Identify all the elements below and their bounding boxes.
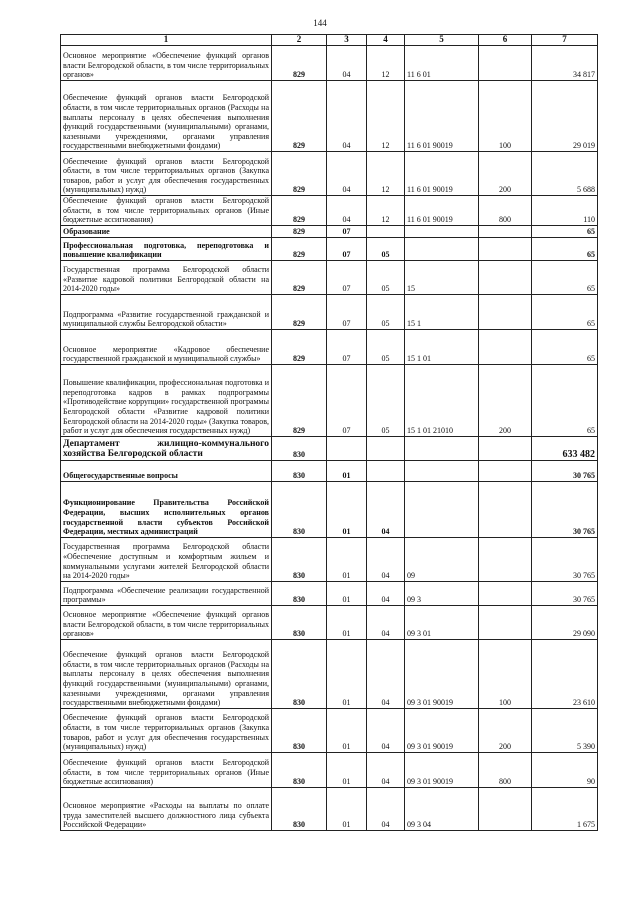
row-amount: 65	[532, 329, 598, 364]
table-row	[61, 752, 598, 787]
row-name: Основное мероприятие «Обеспечение функций органов власти Белгородской области, в том числе территориальных органов»	[61, 605, 272, 639]
row-name: Основное мероприятие «Кадровое обеспечение государственной гражданской и муниципальной службы»	[61, 329, 272, 364]
row-expense-type	[479, 237, 532, 260]
row-section: 01	[327, 460, 367, 481]
header-row	[61, 35, 598, 46]
row-subsection: 04	[367, 581, 405, 605]
row-name: Обеспечение функций органов власти Белгородской области, в том числе территориальных органов (Закупка товаров, работ и услуг для обеспечения государственных (муниципальных) нужд)	[61, 152, 272, 196]
row-section: 01	[327, 752, 367, 787]
row-name: Повышение квалификации, профессиональная подготовка и переподготовка кадров в рамках подпрограммы «Противодействие коррупции» государственной программы Белгородской области «Развитие кадровой политики Белгородской области на 2014-2020 годы» (Закупка товаров, работ и услуг для обеспечения государственных нужд)	[61, 364, 272, 436]
row-subsection: 04	[367, 708, 405, 752]
row-name: Обеспечение функций органов власти Белгородской области, в том числе территориальных органов (Расходы на выплаты персоналу в целях обеспечения выполнения функций государственными (муниципальными) органами, казенными учреждениями, органами управления государственными внебюджетными фондами)	[61, 81, 272, 152]
row-expense-type	[479, 581, 532, 605]
row-name: Государственная программа Белгородской области «Развитие кадровой политики Белгородской области на 2014-2020 годы»	[61, 260, 272, 294]
row-section: 07	[327, 364, 367, 436]
header-col-2: 2	[272, 35, 327, 46]
table-row	[61, 605, 598, 639]
row-admin-code: 829	[272, 237, 327, 260]
table-row	[61, 460, 598, 481]
header-col-1: 1	[61, 35, 272, 46]
row-target-article: 15 1 01	[405, 329, 479, 364]
row-name: Обеспечение функций органов власти Белгородской области, в том числе территориальных органов (Иные бюджетные ассигнования)	[61, 752, 272, 787]
row-amount: 65	[532, 225, 598, 237]
row-section: 04	[327, 46, 367, 81]
row-admin-code: 830	[272, 639, 327, 708]
row-section: 04	[327, 152, 367, 196]
header-col-5: 5	[405, 35, 479, 46]
row-subsection: 12	[367, 46, 405, 81]
row-expense-type: 100	[479, 81, 532, 152]
row-admin-code: 829	[272, 152, 327, 196]
row-amount: 30 765	[532, 460, 598, 481]
row-name: Общегосударственные вопросы	[61, 460, 272, 481]
row-amount: 30 765	[532, 581, 598, 605]
row-name: Обеспечение функций органов власти Белгородской области, в том числе территориальных органов (Закупка товаров, работ и услуг для обеспечения государственных (муниципальных) нужд)	[61, 708, 272, 752]
row-admin-code: 829	[272, 196, 327, 226]
row-section: 07	[327, 294, 367, 329]
row-target-article: 09 3 01 90019	[405, 639, 479, 708]
row-admin-code: 830	[272, 460, 327, 481]
row-amount: 65	[532, 237, 598, 260]
row-expense-type: 100	[479, 639, 532, 708]
row-amount: 65	[532, 294, 598, 329]
table-row	[61, 196, 598, 226]
row-section: 07	[327, 225, 367, 237]
row-expense-type: 200	[479, 152, 532, 196]
row-subsection: 05	[367, 364, 405, 436]
row-amount: 34 817	[532, 46, 598, 81]
row-target-article: 11 6 01 90019	[405, 196, 479, 226]
table-row	[61, 581, 598, 605]
row-name: Подпрограмма «Развитие государственной гражданской и муниципальной службы Белгородской области»	[61, 294, 272, 329]
row-subsection	[367, 436, 405, 460]
row-name: Профессиональная подготовка, переподготовка и повышение квалификации	[61, 237, 272, 260]
row-expense-type: 200	[479, 364, 532, 436]
row-subsection: 05	[367, 329, 405, 364]
row-amount: 1 675	[532, 787, 598, 830]
row-name: Обеспечение функций органов власти Белгородской области, в том числе территориальных органов (Иные бюджетные ассигнования)	[61, 196, 272, 226]
row-subsection: 04	[367, 639, 405, 708]
row-target-article: 11 6 01 90019	[405, 152, 479, 196]
table-row	[61, 237, 598, 260]
row-amount: 65	[532, 364, 598, 436]
row-section: 01	[327, 708, 367, 752]
row-amount: 5 390	[532, 708, 598, 752]
row-subsection: 12	[367, 81, 405, 152]
row-target-article: 09 3	[405, 581, 479, 605]
row-section: 01	[327, 481, 367, 537]
row-expense-type	[479, 605, 532, 639]
row-name: Основное мероприятие «Обеспечение функций органов власти Белгородской области, в том числе территориальных органов»	[61, 46, 272, 81]
row-expense-type	[479, 537, 532, 581]
row-amount: 5 688	[532, 152, 598, 196]
row-name: Основное мероприятие «Расходы на выплаты по оплате труда заместителей высшего должностного лица субъекта Российской Федерации»	[61, 787, 272, 830]
budget-table	[60, 34, 598, 831]
row-subsection: 04	[367, 752, 405, 787]
row-target-article	[405, 481, 479, 537]
row-target-article	[405, 460, 479, 481]
row-target-article: 09 3 01 90019	[405, 708, 479, 752]
header-col-4: 4	[367, 35, 405, 46]
row-target-article	[405, 436, 479, 460]
row-amount: 23 610	[532, 639, 598, 708]
row-section: 01	[327, 605, 367, 639]
row-admin-code: 829	[272, 294, 327, 329]
row-expense-type	[479, 481, 532, 537]
row-subsection: 05	[367, 237, 405, 260]
row-target-article: 15	[405, 260, 479, 294]
row-admin-code: 830	[272, 436, 327, 460]
row-subsection: 04	[367, 537, 405, 581]
row-expense-type	[479, 787, 532, 830]
row-expense-type	[479, 460, 532, 481]
row-amount: 90	[532, 752, 598, 787]
row-section	[327, 436, 367, 460]
row-section: 04	[327, 81, 367, 152]
row-name: Департамент жилищно-коммунального хозяйства Белгородской области	[61, 436, 272, 460]
row-admin-code: 829	[272, 81, 327, 152]
row-expense-type	[479, 225, 532, 237]
row-subsection: 04	[367, 481, 405, 537]
row-section: 04	[327, 196, 367, 226]
row-target-article: 09	[405, 537, 479, 581]
row-target-article: 11 6 01 90019	[405, 81, 479, 152]
row-name: Образование	[61, 225, 272, 237]
row-target-article: 09 3 01	[405, 605, 479, 639]
row-subsection: 04	[367, 787, 405, 830]
row-section: 07	[327, 237, 367, 260]
row-subsection	[367, 460, 405, 481]
table-row	[61, 329, 598, 364]
row-admin-code: 829	[272, 260, 327, 294]
row-expense-type: 800	[479, 752, 532, 787]
row-section: 01	[327, 581, 367, 605]
table-row	[61, 639, 598, 708]
table-row	[61, 225, 598, 237]
row-section: 01	[327, 537, 367, 581]
row-section: 01	[327, 639, 367, 708]
row-expense-type: 800	[479, 196, 532, 226]
row-section: 01	[327, 787, 367, 830]
row-target-article: 15 1	[405, 294, 479, 329]
table-row	[61, 81, 598, 152]
row-admin-code: 829	[272, 225, 327, 237]
row-subsection: 05	[367, 294, 405, 329]
row-admin-code: 829	[272, 329, 327, 364]
page-number: 144	[313, 18, 327, 28]
row-name: Подпрограмма «Обеспечение реализации государственной программы»	[61, 581, 272, 605]
header-col-3: 3	[327, 35, 367, 46]
row-admin-code: 830	[272, 605, 327, 639]
row-subsection: 12	[367, 196, 405, 226]
row-name: Функционирование Правительства Российской Федерации, высших исполнительных органов государственной власти субъектов Российской Федерации, местных администраций	[61, 481, 272, 537]
table-row	[61, 481, 598, 537]
row-section: 07	[327, 260, 367, 294]
row-admin-code: 830	[272, 787, 327, 830]
row-amount: 65	[532, 260, 598, 294]
row-subsection: 05	[367, 260, 405, 294]
row-amount: 29 019	[532, 81, 598, 152]
row-amount: 29 090	[532, 605, 598, 639]
table-row	[61, 260, 598, 294]
row-name: Обеспечение функций органов власти Белгородской области, в том числе территориальных органов (Расходы на выплаты персоналу в целях обеспечения выполнения функций государственными (муниципальными) органами, казенными учреждениями, органами управления государственными внебюджетными фондами)	[61, 639, 272, 708]
row-expense-type	[479, 46, 532, 81]
table-row	[61, 152, 598, 196]
row-admin-code: 830	[272, 537, 327, 581]
table-row	[61, 708, 598, 752]
row-name: Государственная программа Белгородской области «Обеспечение доступным и комфортным жильем и коммунальными услугами жителей Белгородской области на 2014-2020 годы»	[61, 537, 272, 581]
row-amount: 110	[532, 196, 598, 226]
row-admin-code: 830	[272, 708, 327, 752]
row-expense-type	[479, 329, 532, 364]
header-col-7: 7	[532, 35, 598, 46]
row-admin-code: 830	[272, 581, 327, 605]
table-row	[61, 364, 598, 436]
row-amount: 633 482	[532, 436, 598, 460]
row-target-article: 11 6 01	[405, 46, 479, 81]
table-row	[61, 294, 598, 329]
row-target-article: 15 1 01 21010	[405, 364, 479, 436]
row-admin-code: 829	[272, 364, 327, 436]
row-admin-code: 829	[272, 46, 327, 81]
table-row	[61, 46, 598, 81]
row-expense-type	[479, 260, 532, 294]
row-admin-code: 830	[272, 752, 327, 787]
row-subsection: 12	[367, 152, 405, 196]
row-target-article	[405, 225, 479, 237]
row-section: 07	[327, 329, 367, 364]
row-subsection: 04	[367, 605, 405, 639]
row-amount: 30 765	[532, 537, 598, 581]
table-row	[61, 787, 598, 830]
row-subsection	[367, 225, 405, 237]
row-target-article	[405, 237, 479, 260]
row-target-article: 09 3 01 90019	[405, 752, 479, 787]
table-row	[61, 436, 598, 460]
table-row	[61, 537, 598, 581]
header-col-6: 6	[479, 35, 532, 46]
row-expense-type: 200	[479, 708, 532, 752]
row-expense-type	[479, 436, 532, 460]
row-admin-code: 830	[272, 481, 327, 537]
row-expense-type	[479, 294, 532, 329]
row-amount: 30 765	[532, 481, 598, 537]
row-target-article: 09 3 04	[405, 787, 479, 830]
